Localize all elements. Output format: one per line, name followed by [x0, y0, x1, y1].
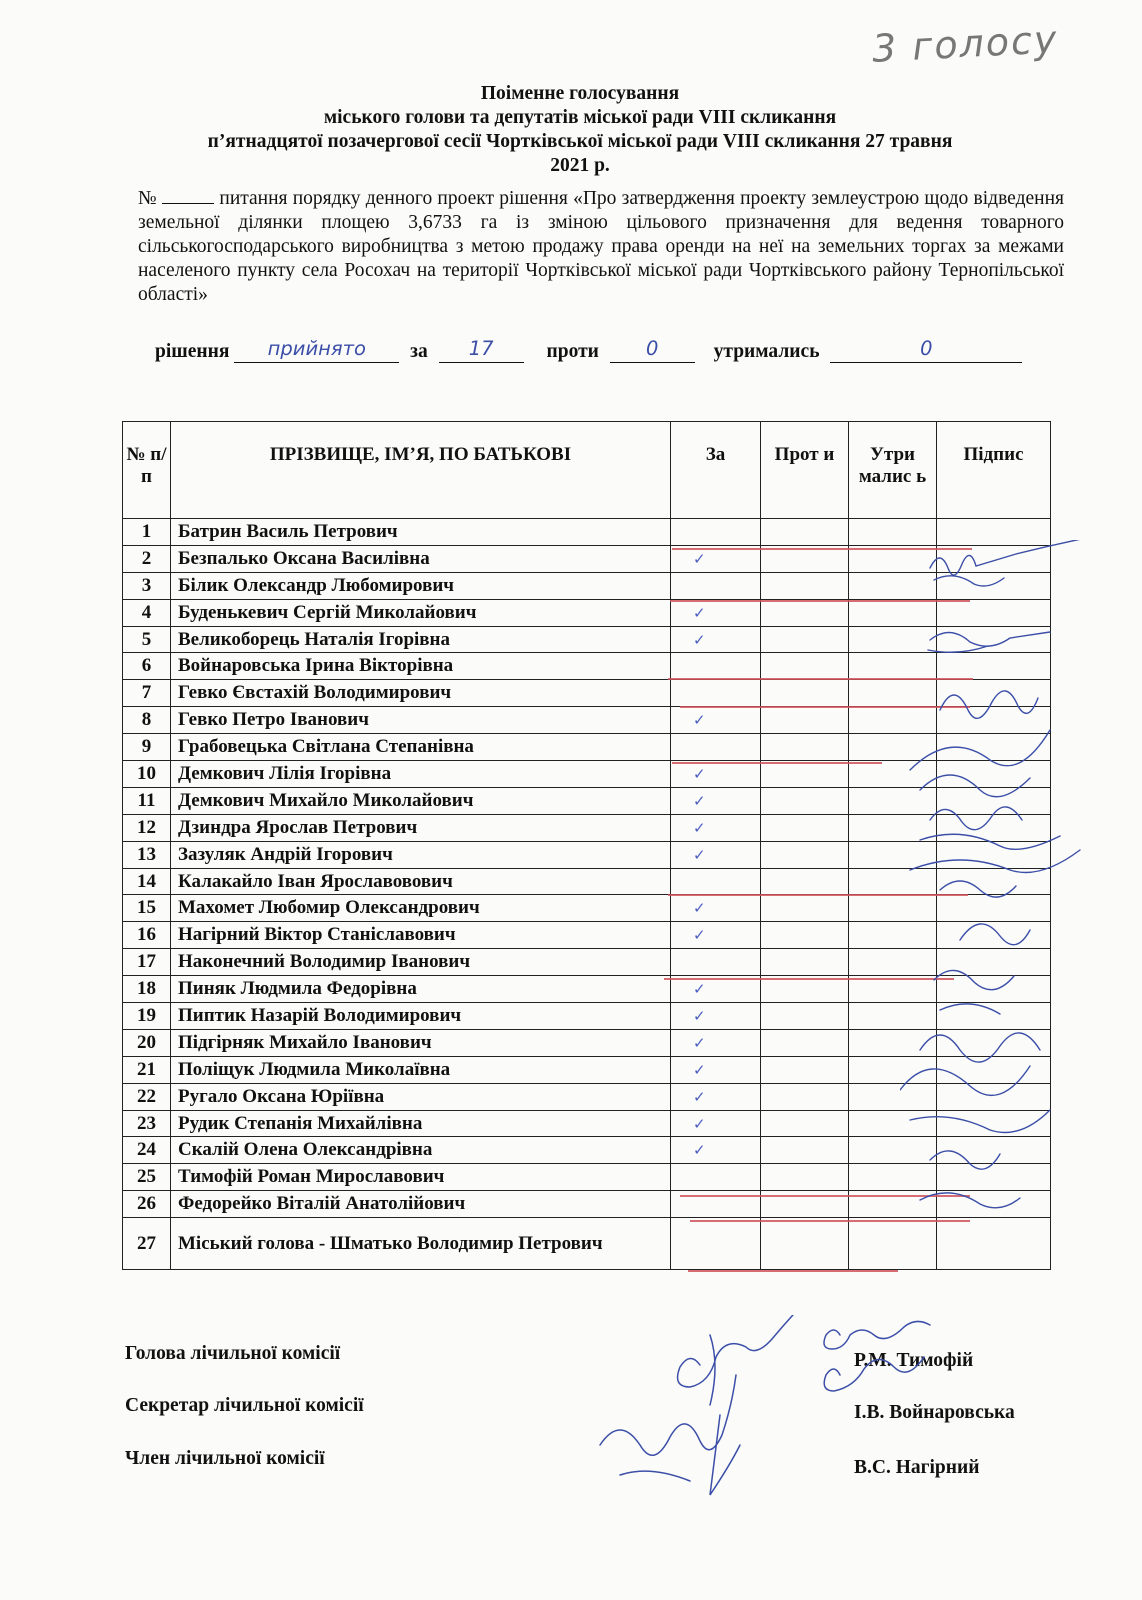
- row-number: 17: [123, 949, 171, 976]
- vote-check-mark: [671, 684, 693, 702]
- cell-abstained: [849, 1164, 937, 1191]
- table-row: [123, 895, 1051, 922]
- row-number: 16: [123, 922, 171, 949]
- table-row: [123, 734, 1051, 761]
- cell-signature: [937, 814, 1051, 841]
- secretary-name: І.В. Войнаровська: [854, 1402, 1015, 1423]
- row-number: 27: [123, 1218, 171, 1270]
- cell-against: [761, 653, 849, 680]
- cell-for: [671, 976, 761, 1003]
- table-row: [123, 1003, 1051, 1030]
- vote-check-mark: ✓: [693, 1060, 706, 1079]
- cell-for: [671, 519, 761, 546]
- cell-abstained: [849, 895, 937, 922]
- cell-for: [671, 814, 761, 841]
- cell-against: [761, 1110, 849, 1137]
- row-number: 15: [123, 895, 171, 922]
- row-number: 26: [123, 1191, 171, 1218]
- deputy-name: Безпалько Оксана Василівна: [171, 545, 671, 572]
- abstained-value: 0: [920, 337, 933, 360]
- cell-abstained: [849, 1029, 937, 1056]
- cell-against: [761, 572, 849, 599]
- question-number-blank: [162, 187, 214, 204]
- row-number: 11: [123, 787, 171, 814]
- cell-signature: [937, 1029, 1051, 1056]
- row-number: 10: [123, 761, 171, 788]
- table-row: [123, 707, 1051, 734]
- cell-for: [671, 761, 761, 788]
- header-title: Поіменне голосування: [480, 83, 680, 104]
- decision-field: [234, 337, 399, 363]
- question-number-label: №: [138, 188, 157, 209]
- cell-signature: [937, 572, 1051, 599]
- cell-signature: [937, 1218, 1051, 1270]
- deputy-name: Калакайло Іван Ярославовович: [171, 868, 671, 895]
- against-label: проти: [546, 341, 599, 362]
- cell-signature: [937, 653, 1051, 680]
- cell-signature: [937, 922, 1051, 949]
- decision-value: прийнято: [267, 337, 366, 360]
- cell-abstained: [849, 653, 937, 680]
- cell-signature: [937, 1083, 1051, 1110]
- vote-check-mark: [671, 873, 693, 891]
- row-number: 9: [123, 734, 171, 761]
- table-row: [123, 653, 1051, 680]
- abstained-field: [830, 337, 1022, 363]
- cell-against: [761, 626, 849, 653]
- row-number: 20: [123, 1029, 171, 1056]
- deputy-name: Наконечний Володимир Іванович: [171, 949, 671, 976]
- cell-abstained: [849, 1137, 937, 1164]
- vote-check-mark: ✓: [693, 1033, 706, 1052]
- vote-check-mark: ✓: [693, 1141, 706, 1160]
- cell-against: [761, 841, 849, 868]
- cell-signature: [937, 1056, 1051, 1083]
- cell-signature: [937, 895, 1051, 922]
- cell-for: [671, 868, 761, 895]
- deputy-name: Міський голова - Шматько Володимир Петрович: [171, 1218, 671, 1270]
- cell-signature: [937, 761, 1051, 788]
- deputy-name: Батрин Василь Петрович: [171, 519, 671, 546]
- vote-check-mark: ✓: [693, 1087, 706, 1106]
- cell-signature: [937, 734, 1051, 761]
- table-row: [123, 572, 1051, 599]
- cell-against: [761, 1029, 849, 1056]
- vote-check-mark: ✓: [693, 1006, 706, 1025]
- for-label: за: [410, 341, 428, 362]
- cell-against: [761, 1003, 849, 1030]
- header-line-3: п’ятнадцятої позачергової сесії Чортківської міської ради VIII скликання 27 травня: [207, 131, 953, 152]
- cell-for: [671, 599, 761, 626]
- deputy-name: Демкович Михайло Миколайович: [171, 787, 671, 814]
- cell-abstained: [849, 922, 937, 949]
- table-row: [123, 841, 1051, 868]
- cell-for: [671, 1218, 761, 1270]
- deputy-name: Поліщук Людмила Миколаївна: [171, 1056, 671, 1083]
- cell-signature: [937, 1003, 1051, 1030]
- vote-check-mark: ✓: [693, 711, 706, 730]
- row-number: 12: [123, 814, 171, 841]
- cell-abstained: [849, 1003, 937, 1030]
- table-row: [123, 814, 1051, 841]
- cell-against: [761, 1056, 849, 1083]
- vote-check-mark: ✓: [693, 926, 706, 945]
- cell-signature: [937, 1164, 1051, 1191]
- vote-check-mark: ✓: [693, 764, 706, 783]
- deputy-name: Тимофій Роман Мирославович: [171, 1164, 671, 1191]
- cell-abstained: [849, 572, 937, 599]
- cell-signature: [937, 949, 1051, 976]
- vote-result-line: [155, 337, 1055, 363]
- cell-for: [671, 949, 761, 976]
- deputy-name: Ругало Оксана Юріївна: [171, 1083, 671, 1110]
- cell-signature: [937, 976, 1051, 1003]
- row-number: 22: [123, 1083, 171, 1110]
- cell-for: [671, 787, 761, 814]
- table-row: [123, 1164, 1051, 1191]
- cell-against: [761, 707, 849, 734]
- header-for: За: [671, 422, 761, 519]
- cell-abstained: [849, 680, 937, 707]
- cell-abstained: [849, 787, 937, 814]
- cell-abstained: [849, 599, 937, 626]
- handwritten-corner-note: 3 голосу: [870, 17, 1060, 71]
- cell-abstained: [849, 949, 937, 976]
- table-row: [123, 787, 1051, 814]
- against-field: [610, 337, 695, 363]
- vote-check-mark: ✓: [693, 549, 706, 568]
- vote-check-mark: [671, 953, 693, 971]
- row-number: 19: [123, 1003, 171, 1030]
- table-header-row: [123, 422, 1051, 519]
- deputy-name: Великоборець Наталія Ігорівна: [171, 626, 671, 653]
- for-value: 17: [468, 337, 494, 360]
- cell-against: [761, 976, 849, 1003]
- table-row: [123, 599, 1051, 626]
- table-row: [123, 761, 1051, 788]
- row-number: 21: [123, 1056, 171, 1083]
- cell-for: [671, 1029, 761, 1056]
- cell-against: [761, 868, 849, 895]
- member-name: В.С. Нагірний: [854, 1457, 980, 1478]
- against-value: 0: [646, 337, 659, 360]
- cell-for: [671, 1083, 761, 1110]
- for-field: [439, 337, 524, 363]
- cell-against: [761, 1218, 849, 1270]
- cell-against: [761, 1083, 849, 1110]
- abstained-label: утримались: [713, 341, 820, 362]
- row-number: 7: [123, 680, 171, 707]
- cell-signature: [937, 1110, 1051, 1137]
- deputy-name: Пиптик Назарій Володимирович: [171, 1003, 671, 1030]
- cell-abstained: [849, 761, 937, 788]
- table-row: [123, 1056, 1051, 1083]
- vote-check-mark: ✓: [693, 899, 706, 918]
- cell-abstained: [849, 734, 937, 761]
- row-number: 4: [123, 599, 171, 626]
- cell-for: [671, 1110, 761, 1137]
- row-number: 5: [123, 626, 171, 653]
- question-text: питання порядку денного проект рішення «Про затвердження проекту землеустрою щодо відведення земельної ділянки площею 3,6733 га із зміною цільового призначення для ведення товарного сільськогосподарського виробництва з метою продажу права оренди на неї на земельних торгах за межами населеного пункту села Росохач на території Чортківської міської ради Чортківського району Тернопільської області»: [138, 188, 1064, 305]
- cell-signature: [937, 868, 1051, 895]
- cell-for: [671, 626, 761, 653]
- table-row: [123, 1137, 1051, 1164]
- row-number: 23: [123, 1110, 171, 1137]
- vote-check-mark: ✓: [693, 630, 706, 649]
- cell-abstained: [849, 1110, 937, 1137]
- row-number: 13: [123, 841, 171, 868]
- cell-for: [671, 572, 761, 599]
- header-abstained: Утри малис ь: [849, 422, 937, 519]
- vote-check-mark: [671, 1195, 693, 1213]
- cell-against: [761, 734, 849, 761]
- cell-against: [761, 599, 849, 626]
- row-number: 14: [123, 868, 171, 895]
- row-number: 8: [123, 707, 171, 734]
- cell-signature: [937, 626, 1051, 653]
- header-name: ПРІЗВИЩЕ, ІМ’Я, ПО БАТЬКОВІ: [171, 422, 671, 519]
- cell-abstained: [849, 814, 937, 841]
- agenda-question: [138, 187, 1064, 307]
- vote-check-mark: [671, 738, 693, 756]
- table-row: [123, 1218, 1051, 1270]
- cell-for: [671, 1003, 761, 1030]
- deputy-name: Дзиндра Ярослав Петрович: [171, 814, 671, 841]
- deputy-name: Рудик Степанія Михайлівна: [171, 1110, 671, 1137]
- cell-against: [761, 787, 849, 814]
- cell-abstained: [849, 868, 937, 895]
- deputy-name: Підгірняк Михайло Іванович: [171, 1029, 671, 1056]
- row-number: 18: [123, 976, 171, 1003]
- table-row: [123, 1029, 1051, 1056]
- deputy-name: Грабовецька Світлана Степанівна: [171, 734, 671, 761]
- table-row: [123, 519, 1051, 546]
- deputy-name: Гевко Петро Іванович: [171, 707, 671, 734]
- chair-name: Р.М. Тимофій: [854, 1350, 974, 1371]
- header-line-4: 2021 р.: [550, 155, 610, 176]
- cell-against: [761, 680, 849, 707]
- cell-against: [761, 949, 849, 976]
- cell-abstained: [849, 841, 937, 868]
- deputy-name: Махомет Любомир Олександрович: [171, 895, 671, 922]
- vote-check-mark: [671, 1235, 693, 1253]
- deputy-name: Нагірний Віктор Станіславович: [171, 922, 671, 949]
- secretary-label: Секретар лічильної комісії: [125, 1395, 364, 1416]
- cell-against: [761, 761, 849, 788]
- cell-for: [671, 895, 761, 922]
- vote-check-mark: [671, 523, 693, 541]
- cell-abstained: [849, 1218, 937, 1270]
- row-number: 24: [123, 1137, 171, 1164]
- deputy-name: Федорейко Віталій Анатолійович: [171, 1191, 671, 1218]
- deputy-name: Зазуляк Андрій Ігорович: [171, 841, 671, 868]
- deputy-name: Білик Олександр Любомирович: [171, 572, 671, 599]
- deputy-name: Пиняк Людмила Федорівна: [171, 976, 671, 1003]
- cell-for: [671, 1137, 761, 1164]
- vote-check-mark: [671, 1168, 693, 1186]
- row-number: 25: [123, 1164, 171, 1191]
- cell-signature: [937, 599, 1051, 626]
- cell-abstained: [849, 626, 937, 653]
- row-number: 1: [123, 519, 171, 546]
- table-row: [123, 922, 1051, 949]
- header-line-2: міського голови та депутатів міської ради VIII скликання: [323, 107, 837, 128]
- cell-signature: [937, 680, 1051, 707]
- cell-signature: [937, 519, 1051, 546]
- cell-abstained: [849, 519, 937, 546]
- header-num: № п/п: [123, 422, 171, 519]
- cell-signature: [937, 841, 1051, 868]
- cell-abstained: [849, 976, 937, 1003]
- deputy-name: Войнаровська Ірина Вікторівна: [171, 653, 671, 680]
- chair-label: Голова лічильної комісії: [125, 1343, 341, 1364]
- table-row: [123, 1110, 1051, 1137]
- row-number: 3: [123, 572, 171, 599]
- cell-against: [761, 519, 849, 546]
- cell-against: [761, 922, 849, 949]
- cell-abstained: [849, 1056, 937, 1083]
- cell-for: [671, 841, 761, 868]
- decision-label: рішення: [155, 341, 230, 362]
- vote-check-mark: ✓: [693, 980, 706, 999]
- cell-against: [761, 1164, 849, 1191]
- vote-check-mark: [671, 657, 693, 675]
- table-row: [123, 1083, 1051, 1110]
- cell-signature: [937, 707, 1051, 734]
- row-number: 6: [123, 653, 171, 680]
- vote-check-mark: ✓: [693, 791, 706, 810]
- cell-signature: [937, 1137, 1051, 1164]
- vote-check-mark: ✓: [693, 1114, 706, 1133]
- cell-against: [761, 895, 849, 922]
- table-row: [123, 976, 1051, 1003]
- deputy-name: Буденькевич Сергій Миколайович: [171, 599, 671, 626]
- vote-check-mark: ✓: [693, 603, 706, 622]
- vote-check-mark: ✓: [693, 845, 706, 864]
- deputy-name: Скалій Олена Олександрівна: [171, 1137, 671, 1164]
- cell-signature: [937, 787, 1051, 814]
- vote-check-mark: ✓: [693, 818, 706, 837]
- cell-abstained: [849, 707, 937, 734]
- cell-against: [761, 1137, 849, 1164]
- header-against: Прот и: [761, 422, 849, 519]
- cell-for: [671, 922, 761, 949]
- cell-against: [761, 814, 849, 841]
- cell-abstained: [849, 1083, 937, 1110]
- table-row: [123, 949, 1051, 976]
- table-row: [123, 626, 1051, 653]
- header-signature: Підпис: [937, 422, 1051, 519]
- document-header: [100, 82, 1060, 178]
- table-row: [123, 680, 1051, 707]
- table-row: [123, 868, 1051, 895]
- vote-check-mark: [671, 577, 693, 595]
- member-label: Член лічильної комісії: [125, 1448, 325, 1469]
- cell-for: [671, 1056, 761, 1083]
- cell-for: [671, 734, 761, 761]
- cell-for: [671, 653, 761, 680]
- cell-for: [671, 1164, 761, 1191]
- deputy-name: Демкович Лілія Ігорівна: [171, 761, 671, 788]
- deputy-name: Гевко Євстахій Володимирович: [171, 680, 671, 707]
- row-number: 2: [123, 545, 171, 572]
- cell-for: [671, 707, 761, 734]
- cell-for: [671, 680, 761, 707]
